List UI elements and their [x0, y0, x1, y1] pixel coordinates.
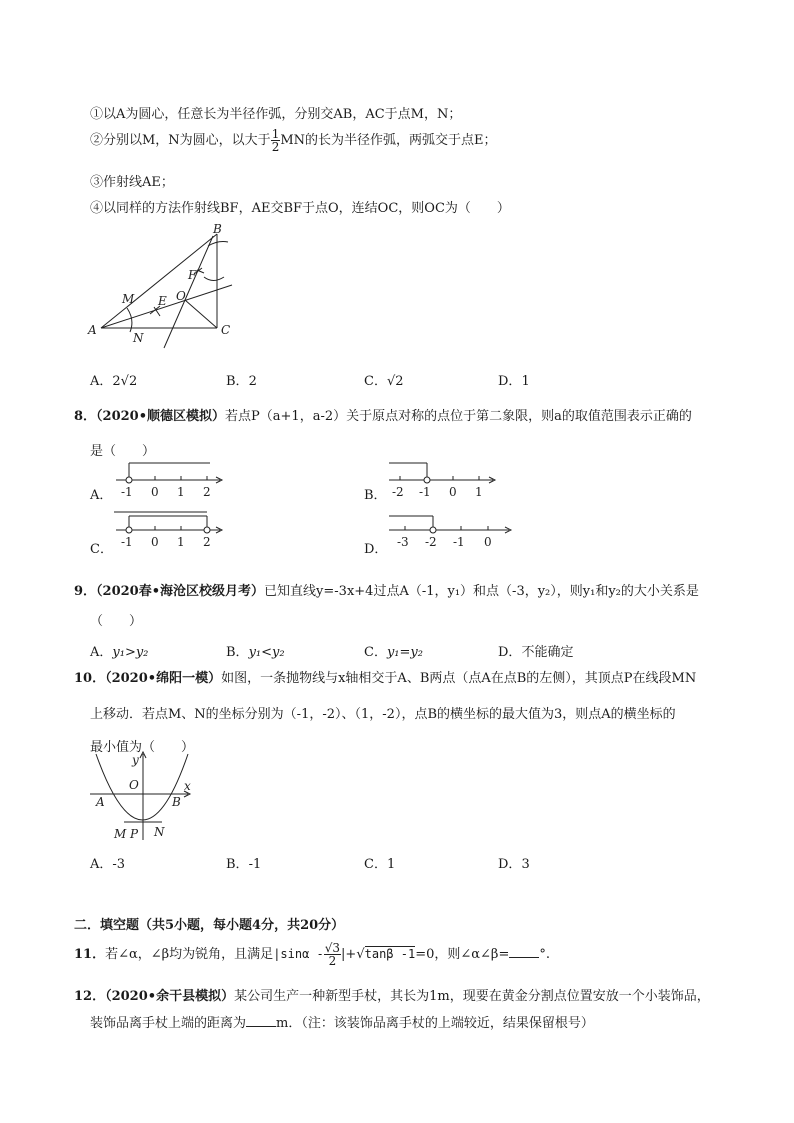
label-y: y	[132, 753, 139, 767]
tick-label: 0	[151, 535, 159, 549]
option-letter: B．	[226, 857, 249, 872]
ray-bf	[164, 236, 213, 348]
q10-option-b[interactable]	[226, 853, 261, 872]
q11-post: =0，则∠α∠β=	[415, 947, 510, 962]
label-e: E	[158, 294, 167, 308]
label-x: x	[184, 779, 191, 793]
tick-label: -2	[425, 535, 437, 549]
q8-option-a-numberline[interactable]	[112, 460, 232, 500]
q8-stem-line2: 是（ ）	[90, 444, 156, 459]
q11-tail: °.	[539, 947, 550, 962]
q10-source: （2020•绵阳一模）	[105, 671, 222, 686]
q7-option-c[interactable]	[364, 370, 404, 389]
q10-text: 如图，一条抛物线与x轴相交于A、B两点（点A在点B的左侧），其顶点P在线段MN	[221, 671, 697, 686]
tick-label: 2	[203, 485, 211, 499]
option-value: y₁<y₂	[248, 645, 285, 660]
label-f: F	[188, 268, 197, 282]
option-letter: C．	[364, 645, 387, 660]
q7-step1: ①以A为圆心，任意长为半径作弧，分别交AB，AC于点M，N；	[90, 107, 462, 122]
option-value: √2	[386, 374, 404, 389]
q12-text: 某公司生产一种新型手杖，其长为1m，现要在黄金分割点位置安放一个小装饰品，	[234, 989, 710, 1004]
option-value: 1	[521, 374, 530, 389]
q7-option-a[interactable]	[90, 370, 137, 389]
q11-fraction	[324, 942, 341, 967]
q12-stem	[74, 985, 710, 1004]
q12-answer-blank[interactable]	[246, 1014, 276, 1027]
label-n: N	[133, 331, 144, 345]
q7-option-b[interactable]	[226, 370, 257, 389]
label-b: B	[172, 795, 181, 809]
tick-label: 2	[203, 535, 211, 549]
q9-option-d[interactable]	[498, 641, 573, 660]
label-o: O	[129, 778, 139, 792]
q7-step3: ③作射线AE；	[90, 175, 174, 190]
q7-step2-pre: ②分别以M，N为圆心，以大于	[90, 133, 271, 148]
label-a: A	[88, 323, 97, 337]
option-value: -3	[112, 857, 126, 872]
tick-label: -1	[121, 485, 133, 499]
label-n: N	[154, 825, 165, 839]
option-value: 1	[386, 857, 396, 872]
label-o: O	[176, 289, 186, 303]
q12-number: 12．	[74, 989, 106, 1004]
q8-option-d-numberline[interactable]	[385, 508, 520, 552]
option-letter: D．	[498, 374, 522, 389]
q11-sqrt-body: tanβ -1	[364, 947, 416, 961]
section2-title: 二．填空题（共5小题，每小题4分，共20分）	[74, 918, 345, 933]
q12-text2-pre: 装饰品离手杖上端的距离为	[90, 1016, 247, 1031]
tick-label: -1	[419, 485, 431, 499]
q11-number: 11．	[74, 947, 106, 962]
q8-option-a-letter[interactable]: A．	[90, 488, 113, 503]
fraction-numerator: 1	[271, 127, 280, 141]
q9-option-a[interactable]	[90, 641, 148, 660]
q11-sin: |sinα -	[273, 947, 324, 961]
q8-number: 8．	[74, 409, 97, 424]
segment-oc	[185, 300, 217, 328]
q7-triangle-figure	[86, 222, 246, 352]
q10-number: 10．	[74, 671, 106, 686]
label-p: P	[130, 827, 139, 841]
tick-label: 1	[177, 535, 185, 549]
q9-source: （2020春•海沧区校级月考）	[96, 584, 265, 599]
tick-label: -1	[121, 535, 133, 549]
q9-stem	[74, 580, 699, 599]
q11-pre: 若∠α，∠β均为锐角，且满足	[105, 947, 274, 962]
q8-option-b-letter[interactable]: B．	[364, 488, 387, 503]
q10-stem	[74, 667, 696, 686]
q8-option-b-numberline[interactable]	[385, 460, 505, 500]
fraction-denominator: 2	[271, 140, 280, 154]
option-letter: B．	[226, 645, 249, 660]
tick-label: 0	[449, 485, 457, 499]
option-value: 不能确定	[521, 645, 574, 660]
option-letter: A．	[90, 374, 113, 389]
q7-step2-fraction	[271, 128, 281, 153]
q11-stem	[74, 942, 550, 967]
option-letter: A．	[90, 645, 113, 660]
tick-label: 1	[475, 485, 483, 499]
option-value: 2	[248, 374, 257, 389]
option-letter: A．	[90, 857, 113, 872]
q11-sqrt-sign: √	[356, 947, 365, 962]
option-value: y₁=y₂	[386, 645, 423, 660]
q10-stem-line2: 上移动．若点M、N的坐标分别为（-1，-2）、（1，-2），点B的横坐标的最大值为3，则点A的横坐标的	[90, 707, 676, 722]
tick-label: 0	[484, 535, 492, 549]
tick-label: 0	[151, 485, 159, 499]
q7-option-d[interactable]	[498, 370, 530, 389]
q9-number: 9．	[74, 584, 97, 599]
q10-parabola-figure	[88, 752, 198, 844]
q12-source: （2020•余干县模拟）	[105, 989, 235, 1004]
fraction-numerator: √3	[324, 941, 341, 955]
tick-label: -3	[397, 535, 409, 549]
option-letter: B．	[226, 374, 249, 389]
q8-text: 若点P（a+1，a-2）关于原点对称的点位于第二象限，则a的取值范围表示正确的	[225, 409, 692, 424]
label-m: M	[122, 292, 135, 306]
q9-option-b[interactable]	[226, 641, 285, 660]
option-value: 3	[521, 857, 530, 872]
tick-label: -2	[392, 485, 404, 499]
q7-step2-post: MN的长为半径作弧，两弧交于点E；	[280, 133, 497, 148]
option-letter: C．	[364, 857, 387, 872]
q10-option-d[interactable]	[498, 853, 530, 872]
label-m: M	[114, 827, 127, 841]
q10-option-c[interactable]	[364, 853, 395, 872]
q8-option-c-numberline[interactable]	[112, 508, 232, 552]
q9-text: 已知直线y=-3x+4过点A（-1，y₁）和点（-3，y₂），则y₁和y₂的大小关系是	[264, 584, 699, 599]
option-value: -1	[248, 857, 262, 872]
option-letter: C．	[364, 374, 387, 389]
q7-step2	[90, 128, 497, 153]
q12-text2-post: m．（注：该装饰品离手杖的上端较近，结果保留根号）	[276, 1016, 594, 1031]
q10-option-a[interactable]	[90, 853, 125, 872]
q11-answer-blank[interactable]	[509, 945, 539, 958]
q8-option-c-letter[interactable]: C．	[90, 542, 113, 557]
q8-stem	[74, 405, 692, 424]
tick-label: 1	[177, 485, 185, 499]
arc-b	[208, 242, 228, 247]
q9-option-c[interactable]	[364, 641, 423, 660]
tick-label: -1	[453, 535, 465, 549]
label-a: A	[96, 795, 105, 809]
parabola-curve	[96, 754, 188, 820]
option-letter: D．	[498, 645, 522, 660]
label-c: C	[221, 323, 231, 337]
label-b: B	[213, 222, 222, 236]
q9-stem-line2: （ ）	[90, 614, 143, 629]
option-value: y₁>y₂	[112, 645, 149, 660]
arc-bf	[204, 277, 224, 281]
q8-source: （2020•顺德区模拟）	[96, 409, 226, 424]
q11-mid: |+	[341, 947, 357, 962]
fraction-denominator: 2	[328, 954, 337, 968]
option-value: 2√2	[112, 374, 138, 389]
q10-stem-line3: 最小值为（ ）	[90, 740, 195, 755]
option-letter: D．	[498, 857, 522, 872]
q7-step4: ④以同样的方法作射线BF，AE交BF于点O，连结OC，则OC为（ ）	[90, 201, 510, 216]
q8-option-d-letter[interactable]: D．	[364, 542, 388, 557]
q12-stem-line2	[90, 1012, 594, 1031]
